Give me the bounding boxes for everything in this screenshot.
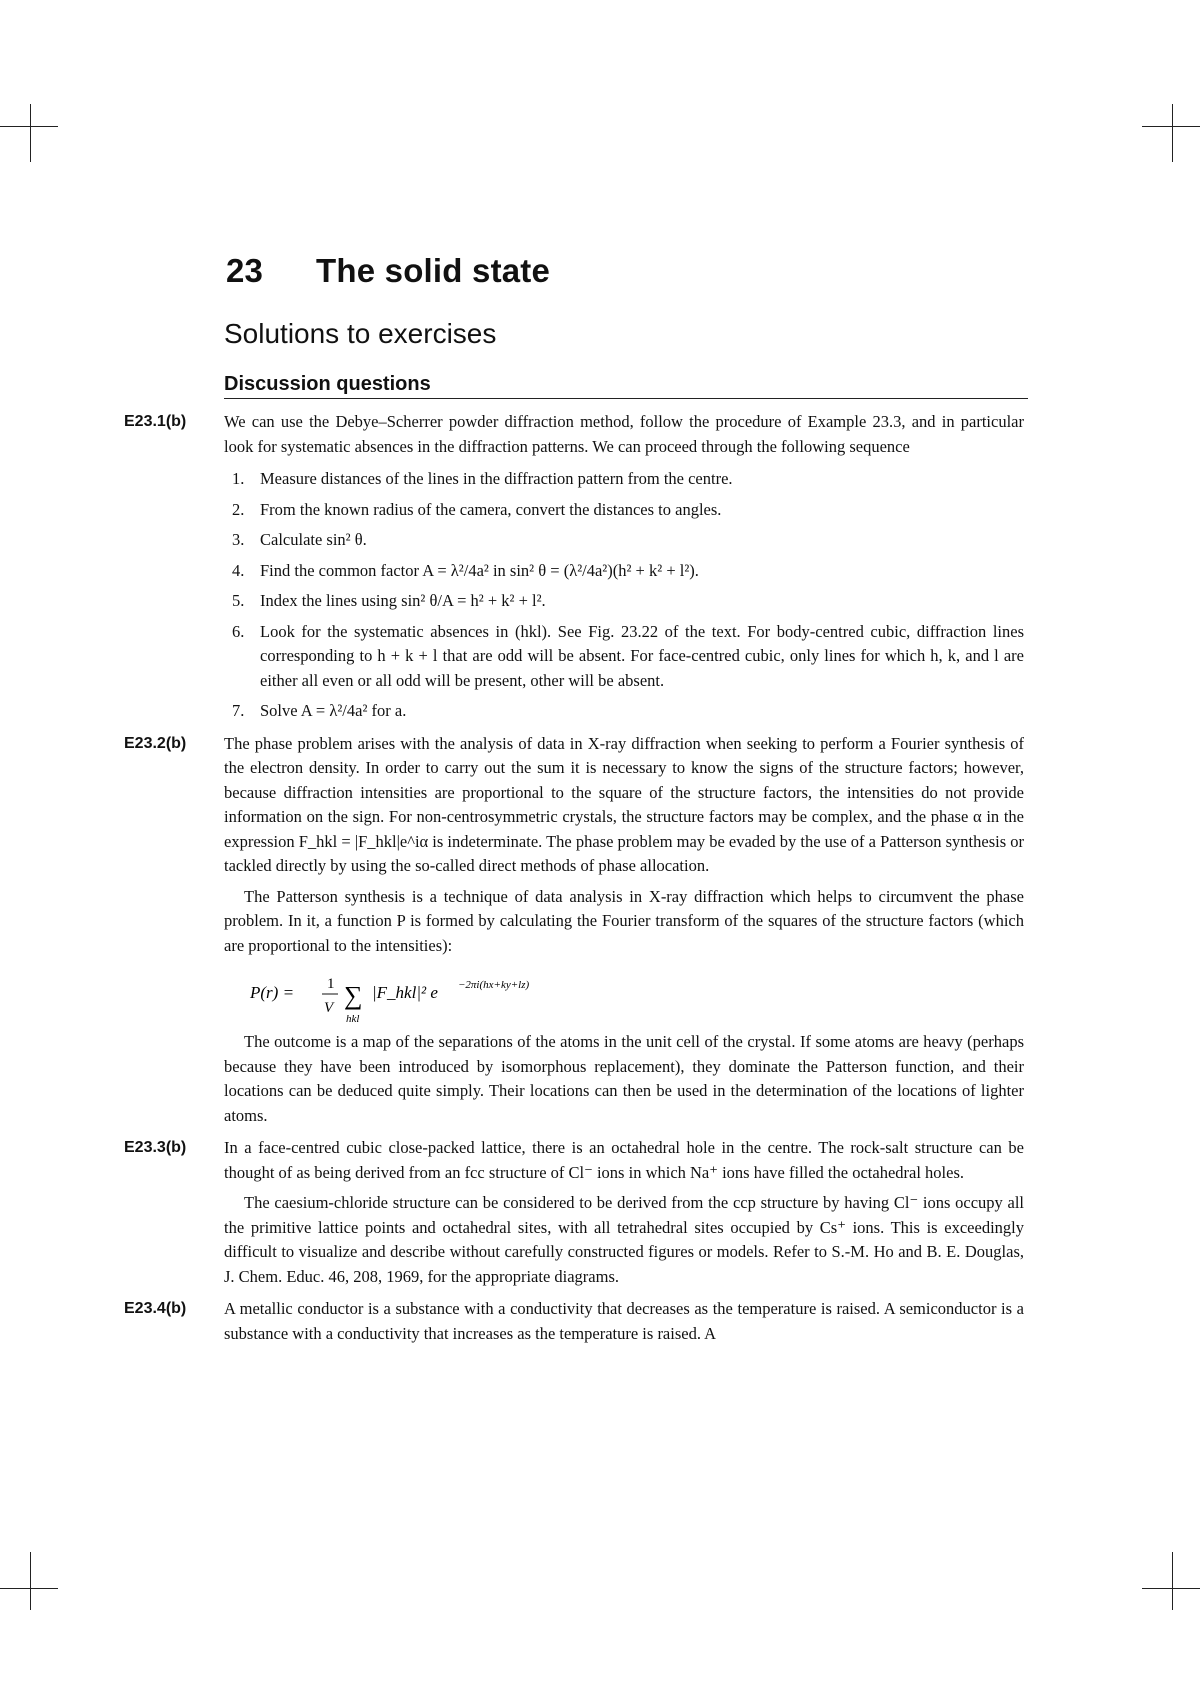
list-number: 2.: [232, 499, 245, 519]
equation-exponent: −2πi(hx+ky+lz): [458, 979, 530, 991]
paragraph: The outcome is a map of the separations of the atoms in the unit cell of the crystal. If some atoms are heavy (perhaps because they have been introduced by isomorphous replacement), they dominate the Patterson function, and their locations can be deduced quite simply. Their locations can then be used in the determination of the locations of lighter atoms.: [224, 1032, 1024, 1125]
list-item: [224, 559, 1024, 584]
paragraph: The phase problem arises with the analysis of data in X-ray diffraction when seeking to perform a Fourier synthesis of the electron density. In order to carry out the sum it is necessary to know the signs of the structure factors; however, because diffraction intensities are proportional to the square of the structure factors, the intensities do not provide information on the sign. For non-centrosymmetric crystals, the structure factors may be complex, and the phase α in the expression F_hkl = |F_hkl|e^iα is indeterminate. The phase problem may be evaded by the use of a Patterson synthesis or tackled directly by using the so-called direct methods of phase allocation.: [224, 733, 1025, 875]
chapter-heading: [226, 252, 550, 290]
procedure-list: [224, 467, 1024, 724]
exercise-label: E23.2(b): [124, 734, 187, 752]
equation-fraction-numerator: 1: [327, 976, 335, 992]
exercise-e23-2b: [124, 732, 1025, 1129]
list-number: 1.: [232, 469, 245, 488]
list-item: [224, 498, 1024, 523]
list-item: [224, 699, 1024, 724]
summation-symbol: ∑: [344, 981, 363, 1010]
list-item: [224, 528, 1024, 553]
paragraph: The Patterson synthesis is a technique of data analysis in X-ray diffraction which helps to circumvent the phase problem. In it, a function P is formed by calculating the Fourier transform of the squares of the structure factors (which are proportional to the intensities):: [224, 886, 1024, 955]
patterson-equation: [250, 968, 1024, 1024]
section-title: Discussion questions: [224, 373, 1028, 399]
list-text: Calculate sin² θ.: [260, 530, 367, 549]
exercise-e23-3b: [124, 1136, 1024, 1289]
summation-index: hkl: [346, 1013, 360, 1025]
list-text: Solve A = λ²/4a² for a.: [260, 701, 407, 720]
crop-mark-bottom-right-h: [1142, 1588, 1200, 1589]
list-text: Index the lines using sin² θ/A = h² + k² + l².: [260, 591, 546, 610]
list-item: [224, 620, 1024, 694]
exercise-intro: We can use the Debye–Scherrer powder diffraction method, follow the procedure of Example 23.3, and in particular look for systematic absences in the diffraction patterns. We can proceed through the following sequence: [224, 412, 1024, 456]
list-number: 4.: [232, 560, 245, 580]
crop-mark-top-left-v: [30, 104, 31, 162]
equation-lhs: P(r) =: [250, 983, 295, 1002]
list-number: 6.: [232, 621, 245, 641]
list-item: [224, 467, 1024, 492]
exercise-body: [124, 410, 1025, 1354]
chapter-title: The solid state: [316, 252, 551, 289]
exercise-label: E23.3(b): [124, 1139, 187, 1156]
list-text: From the known radius of the camera, convert the distances to angles.: [260, 499, 722, 519]
paragraph: The caesium-chloride structure can be considered to be derived from the ccp structure by having Cl⁻ ions occupy all the primitive lattice points and octahedral sites, with all tetrahedral sites occupied by Cs⁺ ions. This is exceedingly difficult to visualize and describe without carefully constructed figures or models. Refer to S.-M. Ho and B. E. Douglas, J. Chem. Educ. 46, 208, 1969, for the appropriate diagrams.: [224, 1193, 1024, 1286]
exercise-e23-4b: [124, 1297, 1024, 1346]
crop-mark-top-right-v: [1172, 104, 1173, 162]
list-number: 3.: [232, 530, 245, 549]
list-item: [224, 589, 1024, 614]
paragraph: A metallic conductor is a substance with a conductivity that decreases as the temperature is raised. A semiconductor is a substance with a conductivity that increases as the temperature is raised. A: [224, 1299, 1024, 1343]
list-number: 5.: [232, 591, 245, 610]
crop-mark-top-right-h: [1142, 126, 1200, 127]
exercise-e23-1b: [124, 410, 1024, 724]
list-text: Find the common factor A = λ²/4a² in sin² θ = (λ²/4a²)(h² + k² + l²).: [260, 560, 699, 580]
paragraph: In a face-centred cubic close-packed lattice, there is an octahedral hole in the centre. The rock-salt structure can be thought of as being derived from an fcc structure of Cl⁻ ions in which Na⁺ ions have filled the octahedral holes.: [224, 1138, 1024, 1182]
equation-term: |F_hkl|² e: [372, 983, 438, 1002]
crop-mark-bottom-left-v: [30, 1552, 31, 1610]
list-number: 7.: [232, 701, 245, 720]
page-subtitle: Solutions to exercises: [224, 318, 497, 349]
list-text: Look for the systematic absences in (hkl). See Fig. 23.22 of the text. For body-centred cubic, diffraction lines corresponding to h + k + l that are odd will be absent. For face-centred cubic, only lines for which h, k, and l are either all even or all odd will be present, other will be absent.: [260, 621, 1024, 690]
equation-svg: [250, 968, 610, 1028]
exercise-label: E23.1(b): [124, 413, 187, 430]
crop-mark-bottom-left-h: [0, 1588, 58, 1589]
crop-mark-bottom-right-v: [1172, 1552, 1173, 1610]
exercise-label: E23.4(b): [124, 1300, 187, 1317]
crop-mark-top-left-h: [0, 126, 58, 127]
list-text: Measure distances of the lines in the diffraction pattern from the centre.: [260, 469, 733, 488]
equation-fraction-denominator: V: [324, 1000, 334, 1016]
chapter-number: 23: [226, 252, 264, 289]
